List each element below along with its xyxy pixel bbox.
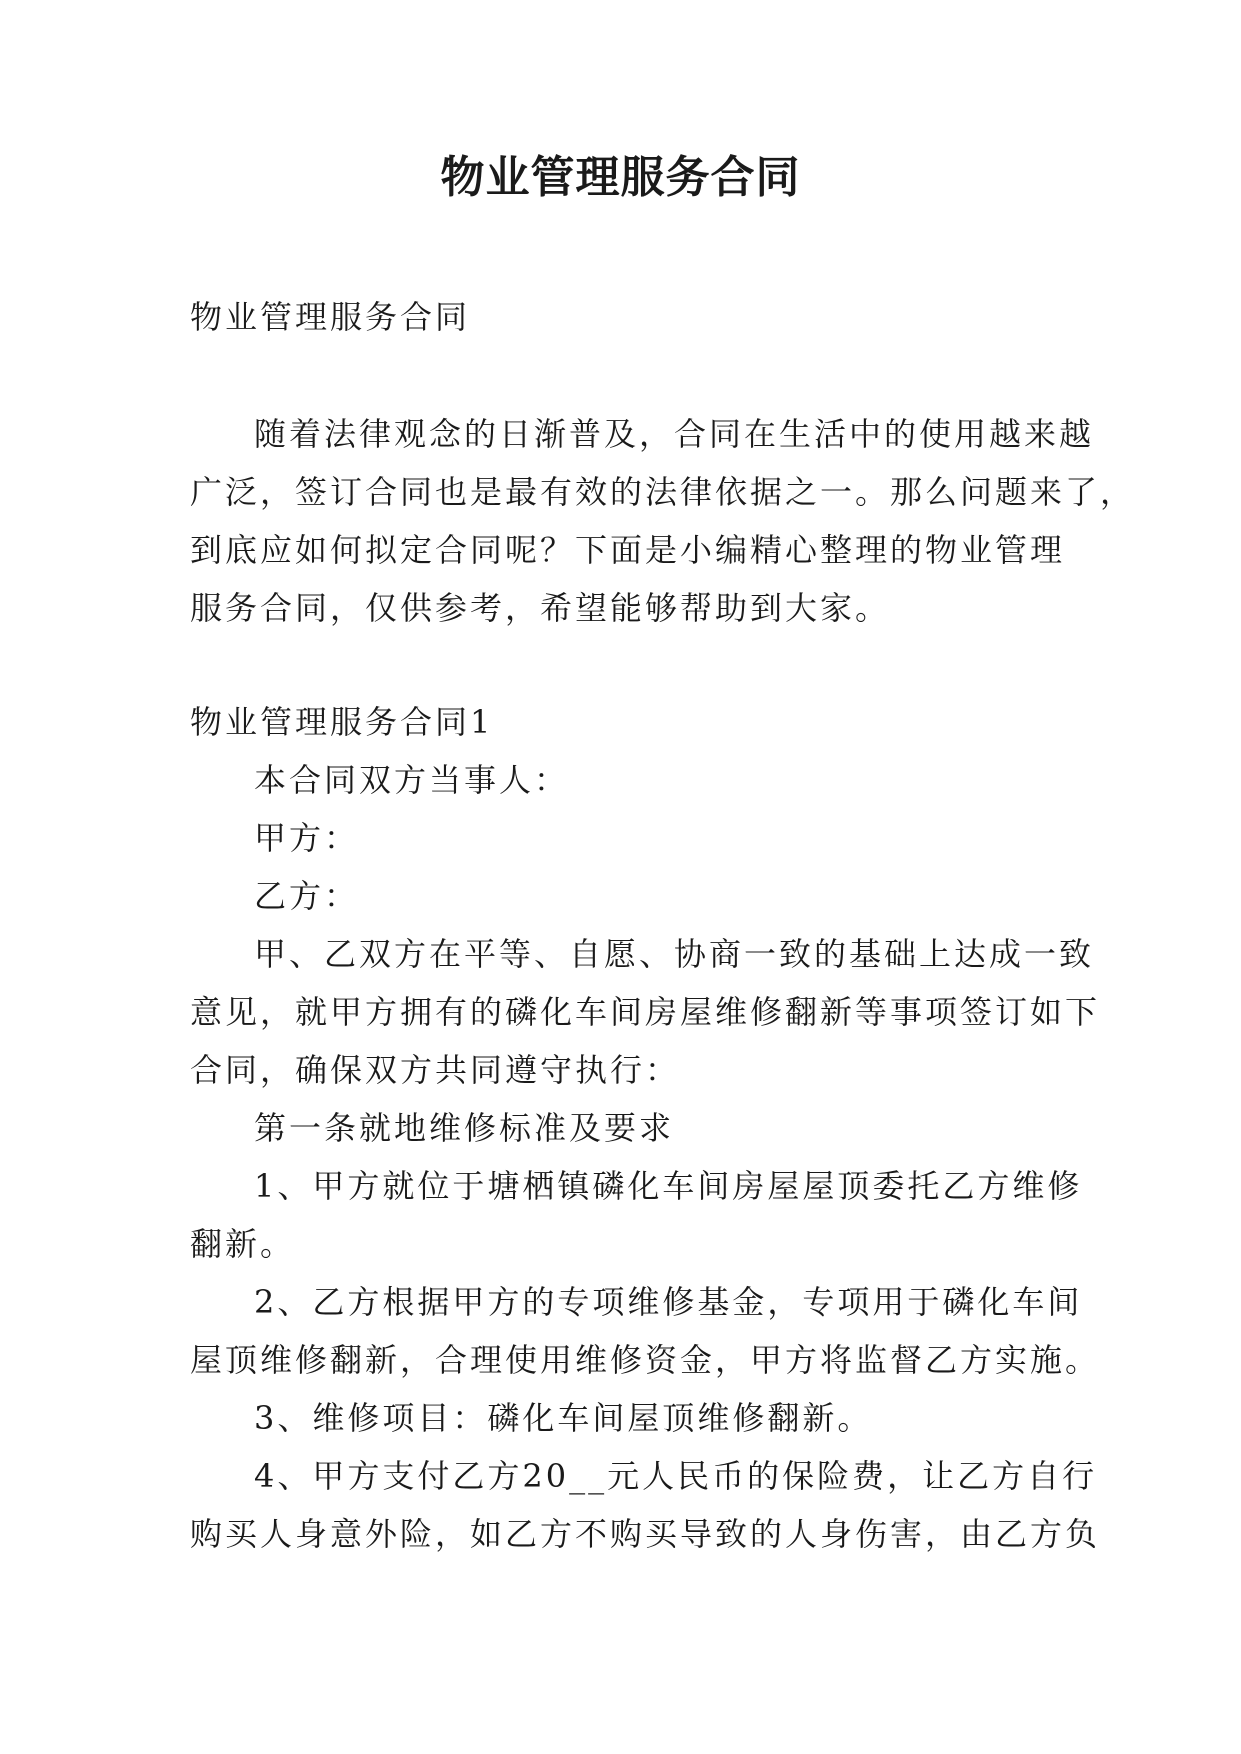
intro-line: 随着法律观念的日渐普及，合同在生活中的使用越来越 xyxy=(254,415,1095,453)
intro-line: 到底应如何拟定合同呢？下面是小编精心整理的物业管理 xyxy=(190,531,1066,569)
item-4-line: 购买人身意外险，如乙方不购买导致的人身伤害，由乙方负 xyxy=(190,1515,1101,1553)
article-1-heading: 第一条就地维修标准及要求 xyxy=(254,1109,675,1147)
agreement-line: 意见，就甲方拥有的磷化车间房屋维修翻新等事项签订如下 xyxy=(190,993,1101,1031)
section-heading: 物业管理服务合同1 xyxy=(190,703,494,741)
contract-section-1 xyxy=(190,693,1101,1563)
item-3-line: 3、维修项目：磷化车间屋顶维修翻新。 xyxy=(254,1399,873,1437)
agreement-line: 合同，确保双方共同遵守执行： xyxy=(190,1051,681,1089)
item-4-line: 4、甲方支付乙方20__元人民币的保险费，让乙方自行 xyxy=(254,1457,1098,1495)
intro-paragraph xyxy=(190,405,1136,637)
item-2-line: 2、乙方根据甲方的专项维修基金，专项用于磷化车间 xyxy=(254,1283,1083,1321)
intro-line: 服务合同，仅供参考，希望能够帮助到大家。 xyxy=(190,589,891,627)
party-a-line: 甲方： xyxy=(254,819,360,857)
parties-intro: 本合同双方当事人： xyxy=(254,761,570,799)
document-subtitle: 物业管理服务合同 xyxy=(190,298,471,336)
item-1-line: 翻新。 xyxy=(190,1225,296,1263)
document-subtitle-block xyxy=(190,288,1070,346)
agreement-line: 甲、乙双方在平等、自愿、协商一致的基础上达成一致 xyxy=(254,935,1095,973)
item-2-line: 屋顶维修翻新，合理使用维修资金，甲方将监督乙方实施。 xyxy=(190,1341,1101,1379)
document-title: 物业管理服务合同 xyxy=(440,152,801,203)
intro-line: 广泛，签订合同也是最有效的法律依据之一。那么问题来了， xyxy=(190,473,1136,511)
item-1-line: 1、甲方就位于塘栖镇磷化车间房屋屋顶委托乙方维修 xyxy=(254,1167,1083,1205)
party-b-line: 乙方： xyxy=(254,877,360,915)
